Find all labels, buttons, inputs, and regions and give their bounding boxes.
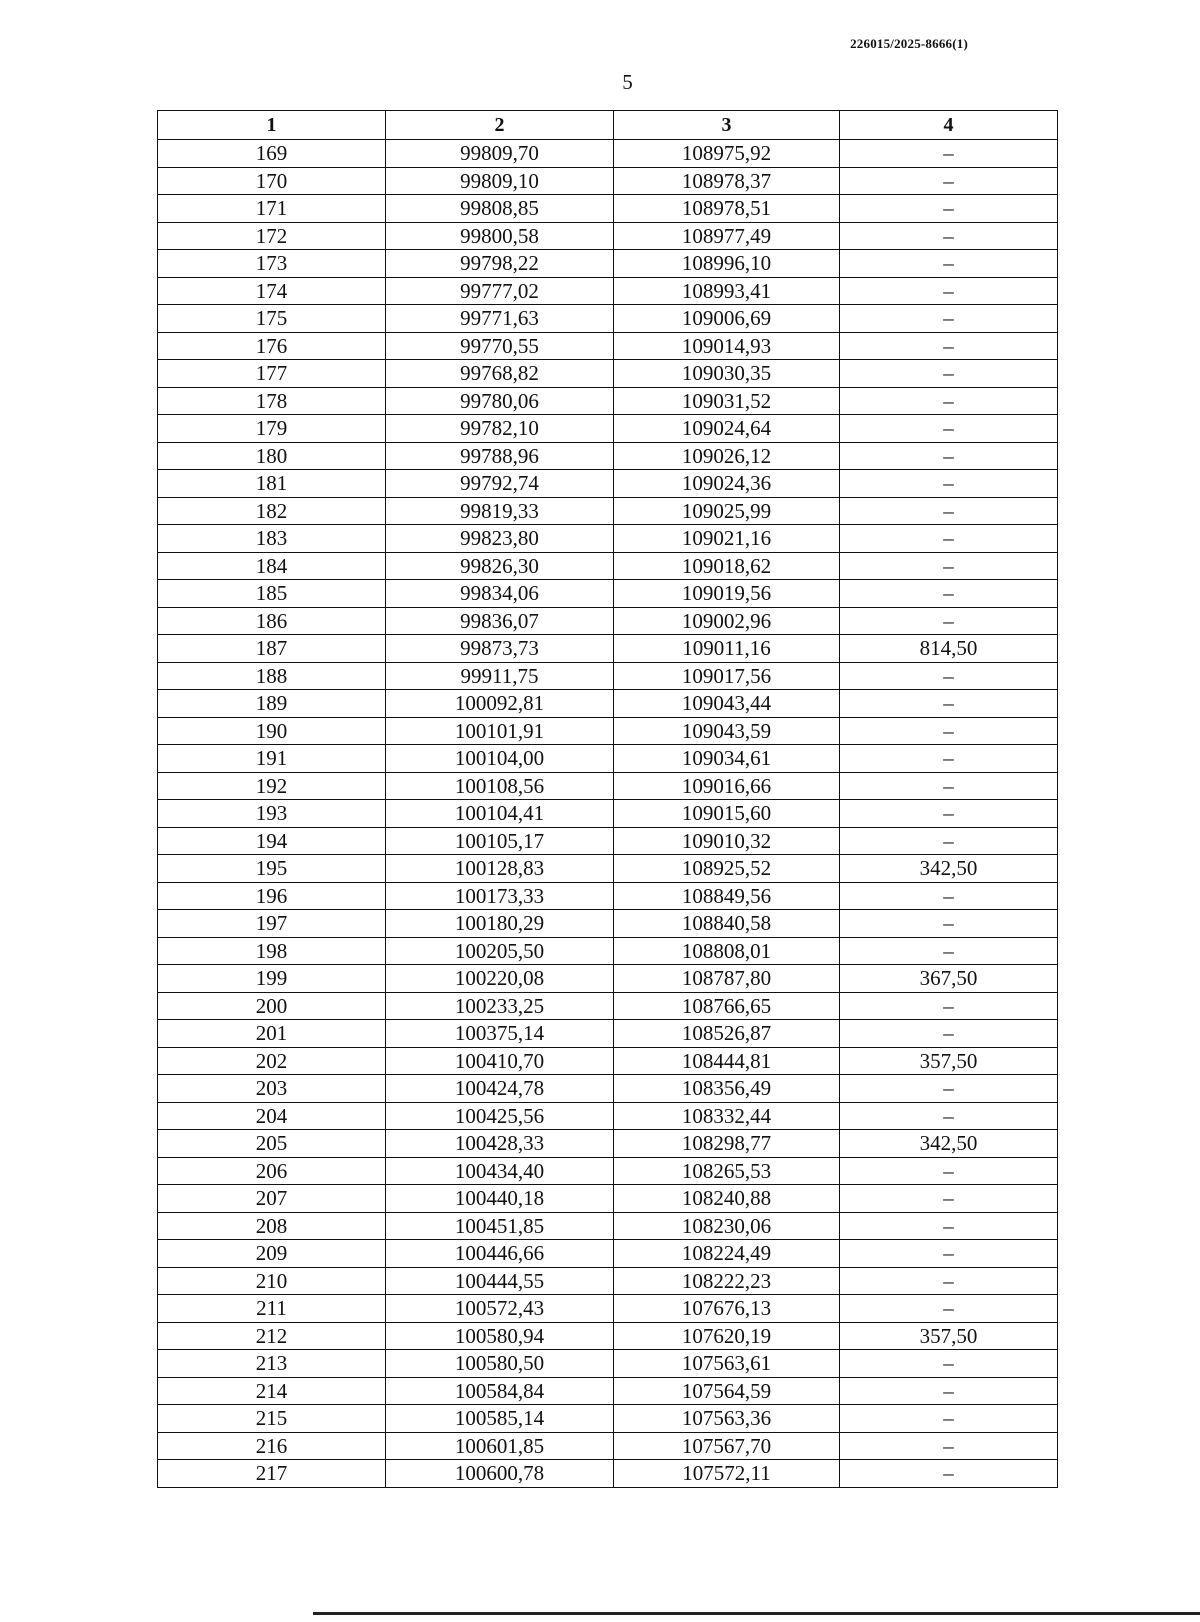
table-cell-col-4: 342,50 [840,855,1058,883]
table-cell-col-2: 100180,29 [386,910,614,938]
table-cell-col-3: 108849,56 [614,882,840,910]
table-cell-col-4: – [840,305,1058,333]
table-cell-col-2: 100233,25 [386,992,614,1020]
table-cell-col-1: 211 [158,1295,386,1323]
table-cell-col-1: 216 [158,1432,386,1460]
table-cell-col-2: 99800,58 [386,222,614,250]
table-cell-col-4: – [840,607,1058,635]
page-number: 5 [622,70,633,94]
table-cell-col-4: – [840,745,1058,773]
table-cell-col-4: 357,50 [840,1047,1058,1075]
table-cell-col-2: 100105,17 [386,827,614,855]
table-cell-col-1: 191 [158,745,386,773]
table-cell-col-3: 108975,92 [614,140,840,168]
table-row [158,1377,1058,1405]
table-row [158,965,1058,993]
table-cell-col-1: 206 [158,1157,386,1185]
table-cell-col-2: 99771,63 [386,305,614,333]
table-cell-col-1: 187 [158,635,386,663]
table-row [158,1212,1058,1240]
table-cell-col-2: 99792,74 [386,470,614,498]
table-cell-col-2: 99809,70 [386,140,614,168]
table-cell-col-3: 108977,49 [614,222,840,250]
table-cell-col-3: 108298,77 [614,1130,840,1158]
table-cell-col-2: 100092,81 [386,690,614,718]
table-row [158,1020,1058,1048]
table-cell-col-1: 214 [158,1377,386,1405]
table-row [158,1295,1058,1323]
table-cell-col-3: 108978,37 [614,167,840,195]
table-cell-col-2: 100205,50 [386,937,614,965]
table-cell-col-2: 100104,00 [386,745,614,773]
table-cell-col-2: 100428,33 [386,1130,614,1158]
table-row [158,580,1058,608]
column-header-1: 1 [158,111,386,140]
table-cell-col-4: 814,50 [840,635,1058,663]
table-cell-col-2: 100434,40 [386,1157,614,1185]
table-cell-col-4: – [840,1020,1058,1048]
column-header-3: 3 [614,111,840,140]
table-cell-col-1: 176 [158,332,386,360]
table-cell-col-3: 109024,64 [614,415,840,443]
table-body [158,140,1058,1488]
table-row [158,552,1058,580]
table-cell-col-2: 99819,33 [386,497,614,525]
table-cell-col-3: 108787,80 [614,965,840,993]
table-cell-col-3: 108230,06 [614,1212,840,1240]
table-row [158,1075,1058,1103]
table-cell-col-2: 99808,85 [386,195,614,223]
table-cell-col-2: 99911,75 [386,662,614,690]
table-cell-col-3: 107572,11 [614,1460,840,1488]
table-row [158,855,1058,883]
table-cell-col-2: 99782,10 [386,415,614,443]
table-cell-col-4: – [840,1102,1058,1130]
table-cell-col-1: 205 [158,1130,386,1158]
table-cell-col-4: – [840,470,1058,498]
column-header-2: 2 [386,111,614,140]
table-cell-col-4: – [840,937,1058,965]
table-cell-col-3: 107564,59 [614,1377,840,1405]
table-cell-col-3: 109018,62 [614,552,840,580]
table-cell-col-2: 100446,66 [386,1240,614,1268]
table-cell-col-2: 100444,55 [386,1267,614,1295]
document-id: 226015/2025-8666(1) [850,36,968,51]
table-row [158,607,1058,635]
table-cell-col-2: 100104,41 [386,800,614,828]
table-cell-col-3: 107620,19 [614,1322,840,1350]
table-cell-col-1: 186 [158,607,386,635]
table-row [158,250,1058,278]
table-row [158,195,1058,223]
table-cell-col-3: 108240,88 [614,1185,840,1213]
table-cell-col-4: – [840,415,1058,443]
table-cell-col-2: 100425,56 [386,1102,614,1130]
table-cell-col-3: 107676,13 [614,1295,840,1323]
table-row [158,1185,1058,1213]
table-cell-col-2: 100375,14 [386,1020,614,1048]
table-row [158,332,1058,360]
table-cell-col-1: 181 [158,470,386,498]
table-cell-col-3: 109014,93 [614,332,840,360]
table-cell-col-4: – [840,1157,1058,1185]
table-row [158,690,1058,718]
table-cell-col-4: – [840,167,1058,195]
table-cell-col-3: 109015,60 [614,800,840,828]
table-cell-col-4: – [840,717,1058,745]
table-cell-col-2: 99777,02 [386,277,614,305]
table-cell-col-1: 213 [158,1350,386,1378]
table-row [158,1405,1058,1433]
table-cell-col-2: 99788,96 [386,442,614,470]
table-cell-col-4: – [840,140,1058,168]
table-cell-col-4: – [840,580,1058,608]
table-cell-col-2: 100108,56 [386,772,614,800]
table-cell-col-1: 183 [158,525,386,553]
table-cell-col-3: 107567,70 [614,1432,840,1460]
table-cell-col-4: – [840,552,1058,580]
table-cell-col-4: – [840,497,1058,525]
table-cell-col-1: 177 [158,360,386,388]
table-cell-col-1: 196 [158,882,386,910]
table-cell-col-2: 100128,83 [386,855,614,883]
table-cell-col-2: 99809,10 [386,167,614,195]
table-row [158,1240,1058,1268]
table-row [158,1157,1058,1185]
table-cell-col-3: 109011,16 [614,635,840,663]
table-cell-col-1: 195 [158,855,386,883]
table-cell-col-3: 109031,52 [614,387,840,415]
table-cell-col-2: 99768,82 [386,360,614,388]
table-cell-col-2: 99798,22 [386,250,614,278]
table-cell-col-1: 209 [158,1240,386,1268]
table-cell-col-4: – [840,1212,1058,1240]
table-cell-col-1: 215 [158,1405,386,1433]
table-cell-col-1: 189 [158,690,386,718]
table-cell-col-4: – [840,882,1058,910]
table-cell-col-2: 100601,85 [386,1432,614,1460]
table-cell-col-1: 170 [158,167,386,195]
table-cell-col-1: 199 [158,965,386,993]
table-row [158,360,1058,388]
table-cell-col-2: 99873,73 [386,635,614,663]
table-cell-col-3: 109025,99 [614,497,840,525]
table-row [158,1267,1058,1295]
table-cell-col-3: 108526,87 [614,1020,840,1048]
table-cell-col-1: 217 [158,1460,386,1488]
table-row [158,277,1058,305]
table-cell-col-3: 107563,36 [614,1405,840,1433]
table-cell-col-1: 173 [158,250,386,278]
table-cell-col-4: – [840,1377,1058,1405]
table-cell-col-4: – [840,525,1058,553]
table-cell-col-1: 210 [158,1267,386,1295]
table-cell-col-3: 108332,44 [614,1102,840,1130]
table-cell-col-2: 100600,78 [386,1460,614,1488]
table-cell-col-1: 192 [158,772,386,800]
table-cell-col-1: 208 [158,1212,386,1240]
table-cell-col-1: 200 [158,992,386,1020]
table-cell-col-2: 100580,50 [386,1350,614,1378]
table-cell-col-2: 100101,91 [386,717,614,745]
table-cell-col-1: 193 [158,800,386,828]
table-cell-col-2: 100584,84 [386,1377,614,1405]
table-row [158,497,1058,525]
table-row [158,827,1058,855]
table-cell-col-4: 357,50 [840,1322,1058,1350]
table-row [158,1460,1058,1488]
table-cell-col-1: 185 [158,580,386,608]
table-cell-col-2: 99770,55 [386,332,614,360]
table-cell-col-1: 212 [158,1322,386,1350]
table-cell-col-3: 108766,65 [614,992,840,1020]
table-cell-col-2: 100220,08 [386,965,614,993]
table-cell-col-3: 109010,32 [614,827,840,855]
table-row [158,1047,1058,1075]
table-cell-col-2: 100410,70 [386,1047,614,1075]
table-row [158,745,1058,773]
table-cell-col-3: 109024,36 [614,470,840,498]
table-cell-col-4: – [840,1267,1058,1295]
table-cell-col-3: 109002,96 [614,607,840,635]
table-cell-col-4: – [840,332,1058,360]
table-cell-col-4: – [840,992,1058,1020]
table-row [158,1432,1058,1460]
table-cell-col-4: – [840,360,1058,388]
table-cell-col-4: – [840,195,1058,223]
table-cell-col-1: 171 [158,195,386,223]
table-cell-col-4: – [840,222,1058,250]
header-row [158,111,1058,140]
table-row [158,305,1058,333]
table-row [158,800,1058,828]
table-row [158,882,1058,910]
table-cell-col-1: 182 [158,497,386,525]
table-cell-col-3: 108222,23 [614,1267,840,1295]
table-header [158,111,1058,140]
table-cell-col-1: 178 [158,387,386,415]
table-cell-col-1: 175 [158,305,386,333]
table-cell-col-4: – [840,1405,1058,1433]
table-cell-col-4: – [840,1295,1058,1323]
table-cell-col-4: – [840,277,1058,305]
table-row [158,222,1058,250]
table-row [158,662,1058,690]
table-cell-col-4: – [840,442,1058,470]
table-cell-col-1: 203 [158,1075,386,1103]
table-cell-col-2: 99834,06 [386,580,614,608]
table-cell-col-3: 108925,52 [614,855,840,883]
table-cell-col-3: 109006,69 [614,305,840,333]
page-bottom-rule [313,1612,1200,1615]
table-row [158,387,1058,415]
table-cell-col-4: 367,50 [840,965,1058,993]
table-cell-col-4: – [840,662,1058,690]
table-cell-col-3: 108993,41 [614,277,840,305]
table-row [158,442,1058,470]
table-cell-col-2: 100585,14 [386,1405,614,1433]
table-cell-col-3: 109043,44 [614,690,840,718]
table-cell-col-3: 109016,66 [614,772,840,800]
table-cell-col-3: 108840,58 [614,910,840,938]
table-cell-col-1: 188 [158,662,386,690]
table-cell-col-4: – [840,1460,1058,1488]
table-row [158,525,1058,553]
table-cell-col-1: 172 [158,222,386,250]
table-cell-col-1: 169 [158,140,386,168]
table-cell-col-1: 184 [158,552,386,580]
table-row [158,140,1058,168]
table-cell-col-2: 99780,06 [386,387,614,415]
table-row [158,937,1058,965]
table-cell-col-3: 109017,56 [614,662,840,690]
table-cell-col-1: 180 [158,442,386,470]
table-cell-col-4: – [840,387,1058,415]
table-cell-col-4: – [840,1185,1058,1213]
table-cell-col-3: 109034,61 [614,745,840,773]
table-cell-col-3: 108224,49 [614,1240,840,1268]
table-cell-col-4: – [840,250,1058,278]
table-cell-col-4: – [840,690,1058,718]
table-cell-col-2: 99836,07 [386,607,614,635]
table-cell-col-3: 109030,35 [614,360,840,388]
table-cell-col-3: 109019,56 [614,580,840,608]
table-cell-col-3: 107563,61 [614,1350,840,1378]
table-cell-col-2: 99826,30 [386,552,614,580]
table-row [158,992,1058,1020]
table-cell-col-1: 201 [158,1020,386,1048]
table-cell-col-1: 194 [158,827,386,855]
table-cell-col-3: 109043,59 [614,717,840,745]
table-row [158,910,1058,938]
table-row [158,1130,1058,1158]
table-cell-col-3: 108356,49 [614,1075,840,1103]
table-cell-col-4: – [840,1432,1058,1460]
table-cell-col-1: 202 [158,1047,386,1075]
table-cell-col-4: – [840,772,1058,800]
table-cell-col-4: – [840,827,1058,855]
table-cell-col-4: – [840,1075,1058,1103]
table-row [158,772,1058,800]
table-cell-col-2: 100451,85 [386,1212,614,1240]
table-row [158,167,1058,195]
table-cell-col-2: 100440,18 [386,1185,614,1213]
table-row [158,1350,1058,1378]
table-row [158,717,1058,745]
table-cell-col-1: 207 [158,1185,386,1213]
table-cell-col-2: 100424,78 [386,1075,614,1103]
table-cell-col-1: 179 [158,415,386,443]
table-cell-col-3: 109026,12 [614,442,840,470]
table-cell-col-3: 108808,01 [614,937,840,965]
table-cell-col-3: 108265,53 [614,1157,840,1185]
table-row [158,1322,1058,1350]
table-cell-col-3: 108978,51 [614,195,840,223]
table-cell-col-4: – [840,910,1058,938]
table-cell-col-4: 342,50 [840,1130,1058,1158]
table-cell-col-4: – [840,1240,1058,1268]
table-row [158,415,1058,443]
table-cell-col-4: – [840,800,1058,828]
table-row [158,635,1058,663]
table-cell-col-2: 100173,33 [386,882,614,910]
table-cell-col-1: 204 [158,1102,386,1130]
table-cell-col-1: 174 [158,277,386,305]
table-cell-col-2: 100572,43 [386,1295,614,1323]
table-cell-col-3: 108996,10 [614,250,840,278]
coordinates-table [157,110,1058,1488]
table-cell-col-2: 100580,94 [386,1322,614,1350]
table-row [158,470,1058,498]
table-row [158,1102,1058,1130]
table-cell-col-1: 197 [158,910,386,938]
table-cell-col-4: – [840,1350,1058,1378]
column-header-4: 4 [840,111,1058,140]
table-cell-col-3: 108444,81 [614,1047,840,1075]
table-cell-col-2: 99823,80 [386,525,614,553]
table-cell-col-1: 198 [158,937,386,965]
table-cell-col-1: 190 [158,717,386,745]
table-cell-col-3: 109021,16 [614,525,840,553]
